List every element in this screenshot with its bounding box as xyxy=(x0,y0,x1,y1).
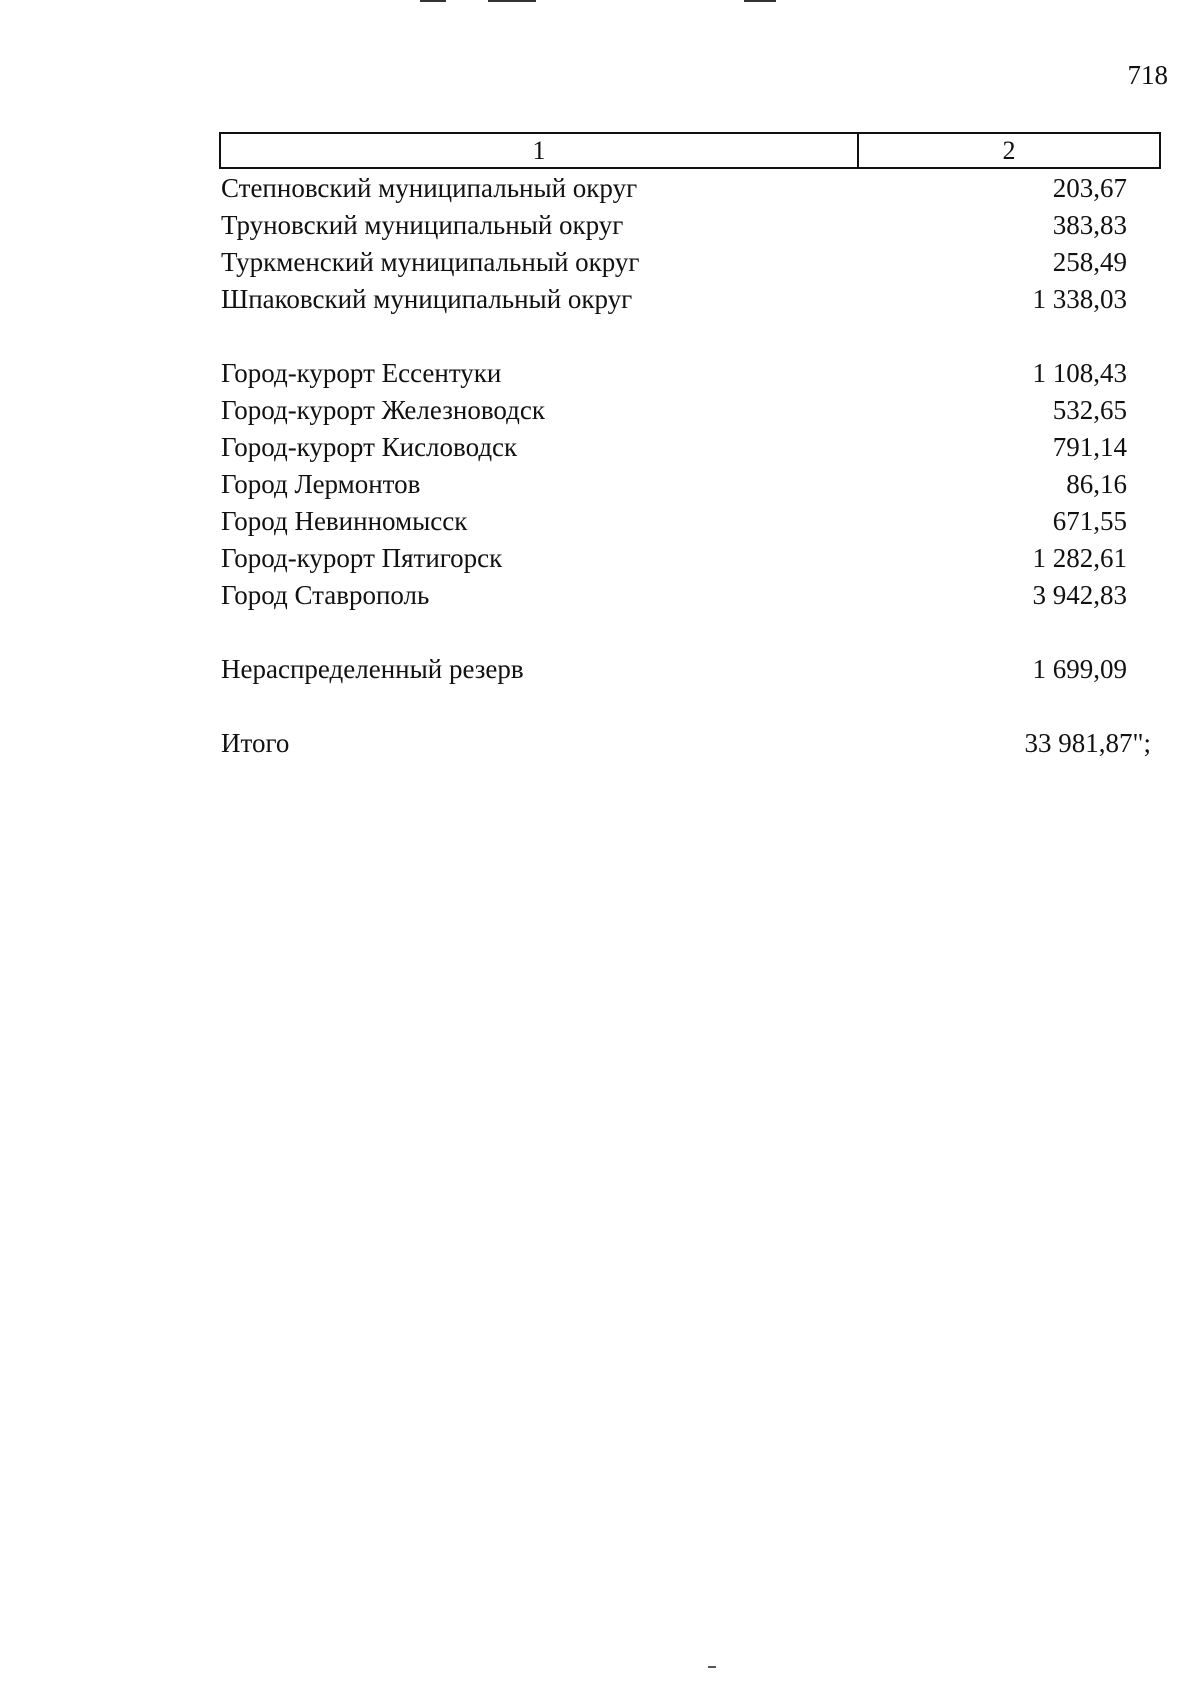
row-name: Нераспределенный резерв xyxy=(221,654,524,684)
total-row xyxy=(221,725,1161,762)
total-value: 33 981,87"; xyxy=(1024,728,1151,758)
row-name: Город Ставрополь xyxy=(221,580,430,610)
row-name: Город-курорт Ессентуки xyxy=(221,358,502,388)
row-name: Город-курорт Кисловодск xyxy=(221,432,518,462)
row-value: 532,65 xyxy=(1052,395,1127,425)
row-name: Степновский муниципальный округ xyxy=(221,173,638,203)
group-spacer xyxy=(221,614,1161,651)
table-row xyxy=(221,355,1161,392)
group-spacer xyxy=(221,318,1161,355)
row-name: Город Лермонтов xyxy=(221,469,421,499)
table-row xyxy=(221,392,1161,429)
table-row xyxy=(221,651,1161,688)
table-row xyxy=(221,170,1161,207)
row-value: 671,55 xyxy=(1052,506,1127,536)
table-row xyxy=(221,540,1161,577)
scan-artifact-dot xyxy=(708,1666,716,1668)
row-name: Труновский муниципальный округ xyxy=(221,210,624,240)
row-value: 1 699,09 xyxy=(1032,654,1127,684)
table-row xyxy=(221,429,1161,466)
row-value: 258,49 xyxy=(1052,247,1127,277)
table-row xyxy=(221,503,1161,540)
total-label: Итого xyxy=(221,728,290,758)
row-name: Город Невинномысск xyxy=(221,506,468,536)
row-value: 1 338,03 xyxy=(1032,284,1127,314)
row-name: Город-курорт Пятигорск xyxy=(221,543,503,573)
group-spacer xyxy=(221,688,1161,725)
table-header-col2: 2 xyxy=(1002,135,1016,165)
table-row xyxy=(221,244,1161,281)
row-value: 203,67 xyxy=(1052,173,1127,203)
page-number: 718 xyxy=(1127,60,1168,90)
scan-artifact-line xyxy=(744,0,776,2)
row-value: 1 108,43 xyxy=(1032,358,1127,388)
scan-artifact-line xyxy=(488,0,536,2)
row-value: 86,16 xyxy=(1066,469,1127,499)
row-name: Шпаковский муниципальный округ xyxy=(221,284,633,314)
row-name: Город-курорт Железноводск xyxy=(221,395,545,425)
row-value: 383,83 xyxy=(1052,210,1127,240)
row-value: 3 942,83 xyxy=(1032,580,1127,610)
table-row xyxy=(221,466,1161,503)
table-row xyxy=(221,577,1161,614)
table-header-col1: 1 xyxy=(221,134,859,167)
row-value: 791,14 xyxy=(1052,432,1127,462)
row-name: Туркменский муниципальный округ xyxy=(221,247,640,277)
row-value: 1 282,61 xyxy=(1032,543,1127,573)
table-row xyxy=(221,281,1161,318)
scan-artifact-line xyxy=(420,0,446,2)
table-body xyxy=(221,170,1161,762)
table-header xyxy=(219,132,1161,169)
table-row xyxy=(221,207,1161,244)
